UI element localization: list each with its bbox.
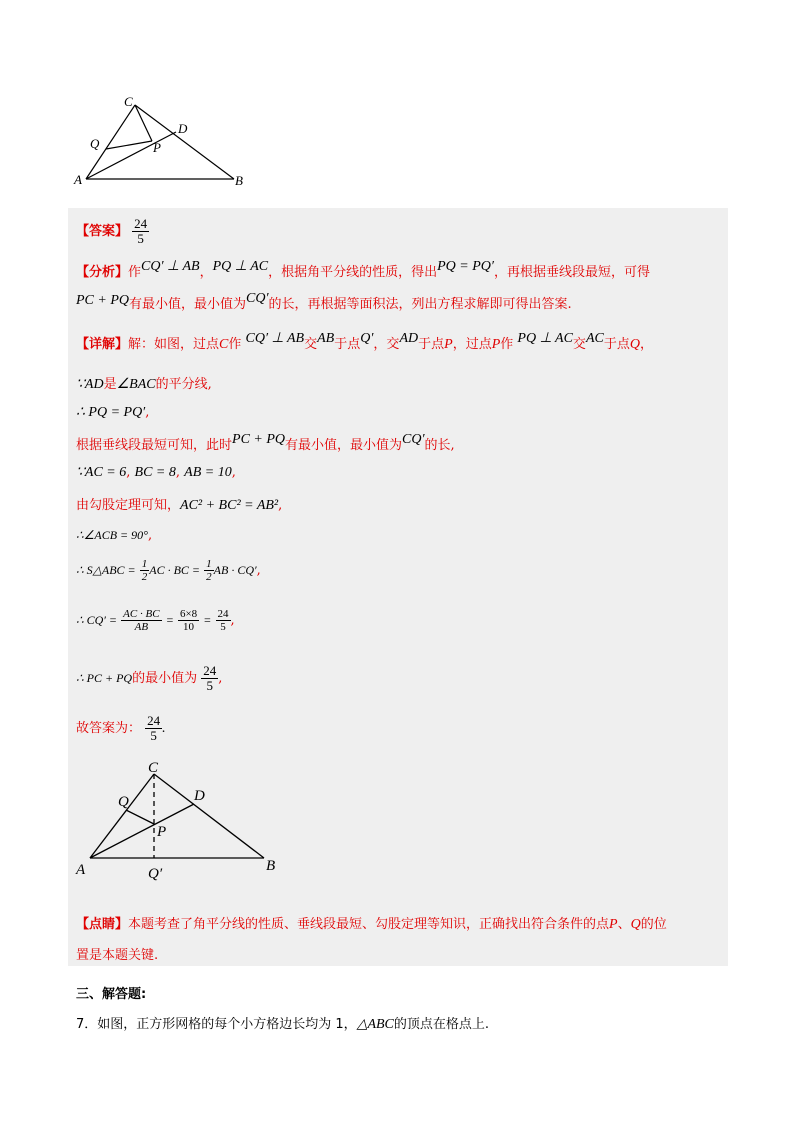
detail-line-1: 【详解】解：如图，过点C作 CQ′ ⊥ AB交AB于点Q′，交AD于点P，过点P作 PQ ⊥ AC交AC于点Q， — [76, 331, 653, 352]
label-p: P — [153, 140, 161, 155]
segment-cp — [135, 105, 152, 141]
detail-line-6: 由勾股定理可知，AC² + BC² = AB², — [76, 498, 283, 513]
comment-line-2: 置是本题关键. — [76, 948, 159, 963]
label-q: Q — [118, 794, 129, 810]
triangle-figure-1 — [68, 90, 258, 190]
analysis-line-1: 【分析】作CQ′ ⊥ AB，PQ ⊥ AC，根据角平分线的性质，得出PQ = PQ′，再根据垂线段最短，可得 — [76, 259, 650, 280]
question-7: 7．如图，正方形网格的每个小方格边长均为 1，△ABC的顶点在格点上. — [76, 1017, 490, 1032]
detail-tag: 【详解】 — [76, 337, 129, 352]
answer-tag: 【答案】 — [76, 224, 129, 239]
detail-line-7: ∴∠ACB = 90°, — [76, 528, 153, 543]
label-c: C — [148, 760, 159, 776]
detail-line-2: ∵AD是∠BAC的平分线, — [76, 377, 212, 392]
label-c: C — [124, 94, 133, 109]
bisector-ad — [86, 132, 176, 179]
label-d: D — [194, 788, 205, 804]
label-a: A — [74, 172, 82, 187]
detail-line-10: ∴ PC + PQ的最小值为 $\frac{24}{5}$ , — [76, 663, 223, 693]
comment-tag: 【点睛】 — [76, 917, 129, 932]
analysis-line-2: PC + PQ有最小值，最小值为CQ′的长，再根据等面积法，列出方程求解即可得出答案. — [76, 291, 572, 312]
label-d: D — [178, 121, 188, 136]
label-p: P — [157, 824, 167, 840]
detail-line-11: 故答案为： $\frac{24}{5}$ . — [76, 713, 166, 743]
answer-row — [76, 217, 149, 246]
label-b: B — [235, 173, 243, 188]
detail-line-4: 根据垂线段最短可知，此时PC + PQ有最小值，最小值为CQ′的长, — [76, 432, 455, 453]
section-heading: 三、解答题: — [76, 987, 147, 1002]
detail-line-3: ∴ PQ = PQ′, — [76, 405, 150, 420]
label-b: B — [266, 858, 276, 874]
side-cb — [135, 105, 234, 179]
answer-fraction: $\frac{24}{5}$ — [134, 216, 148, 246]
side-ac — [90, 774, 154, 858]
label-q: Q — [90, 136, 100, 151]
detail-line-5: ∵AC = 6, BC = 8, AB = 10, — [76, 465, 236, 480]
comment-line-1: 【点睛】本题考查了角平分线的性质、垂线段最短、勾股定理等知识，正确找出符合条件的点P、Q的位 — [76, 917, 667, 932]
bisector-ad — [90, 804, 194, 858]
label-a: A — [76, 862, 86, 878]
analysis-tag: 【分析】 — [76, 265, 129, 280]
detail-line-8: ∴ S△ABC = $\frac{1}{2}$ AC · BC = $\frac{1}{2}$ AB · CQ′, — [76, 558, 261, 583]
segment-qp — [126, 810, 154, 824]
detail-line-9: ∴ CQ′ = $\frac{AC \cdot BC}{AB}$ = $\frac{6\times 8}{10}$ = $\frac{24}{5}$ , — [76, 608, 235, 633]
label-q-prime: Q′ — [148, 866, 163, 882]
triangle-figure-2 — [68, 752, 308, 882]
